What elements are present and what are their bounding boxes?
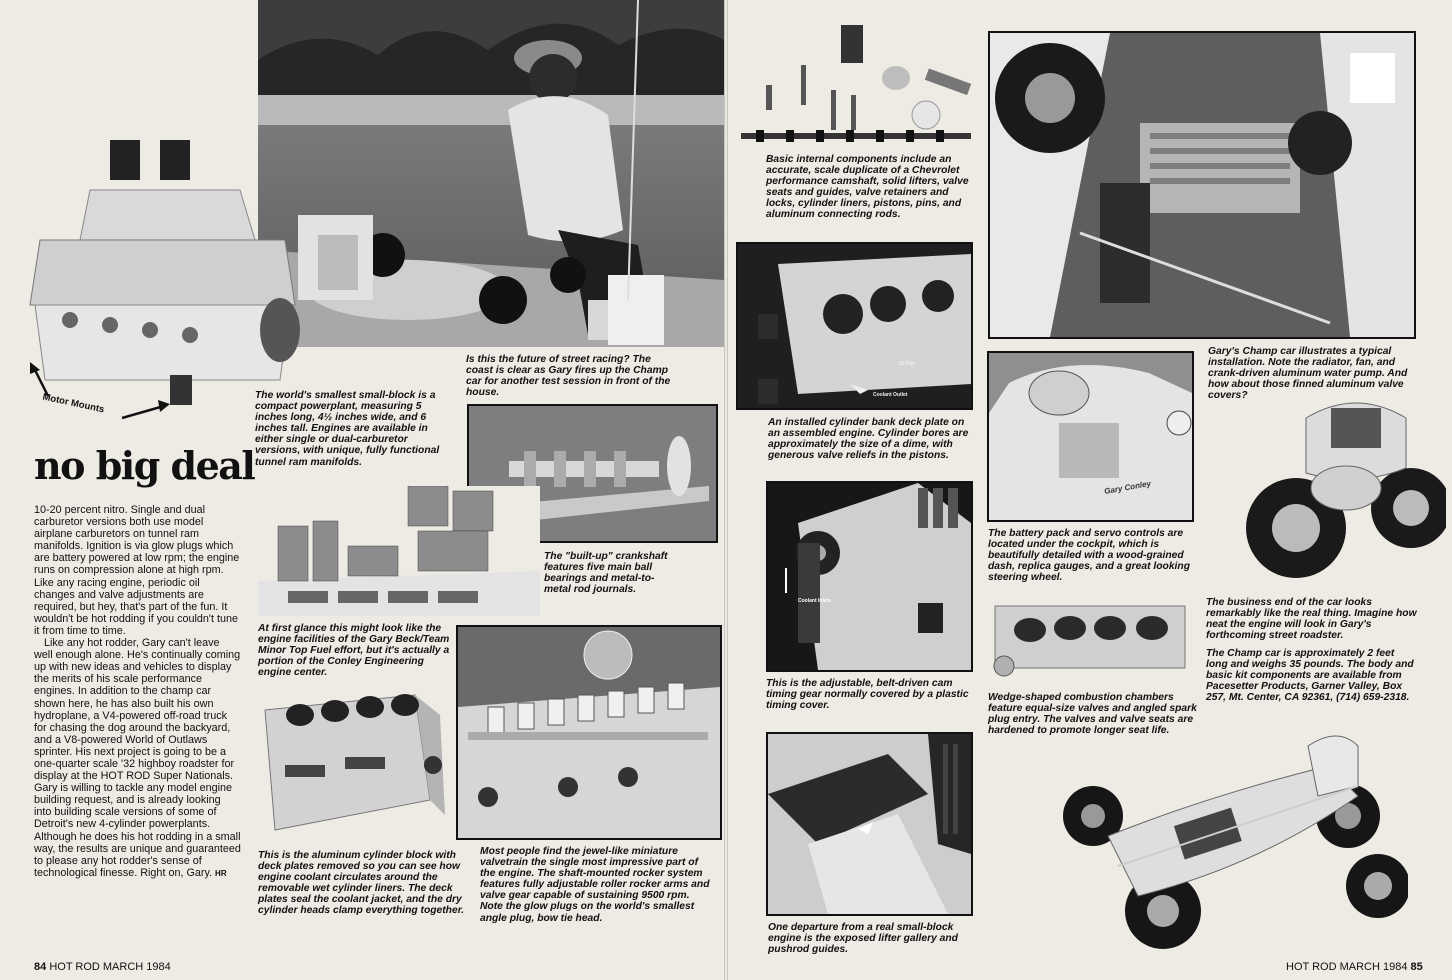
right-folio (1286, 961, 1423, 973)
business-end-photo (1236, 378, 1446, 588)
motor-mounts-label: Motor Mounts (41, 391, 106, 416)
left-folio (34, 961, 171, 973)
right-page-number: 85 (1410, 961, 1423, 973)
coolant-inlets-label: Coolant Inlets (798, 598, 832, 604)
left-folio-text: HOT ROD MARCH 1984 (49, 961, 171, 973)
article-body (34, 504, 241, 880)
caption-champ-install: Gary's Champ car illustrates a typical installation. Note the radiator, fan, and crank-driven aluminum water pump. And how about those finned aluminum valve covers? (1208, 346, 1408, 402)
right-page (728, 0, 1452, 980)
caption-components: Basic internal components include an accurate, scale duplicate of a Chevrolet performance camshaft, solid lifters, valve seats and guides, valve retainers and locks, cylinder liners, pistons, pins, and aluminum connecting rods. (766, 154, 969, 221)
driver-name-label: Gary Conley (1103, 478, 1152, 497)
caption-street: Is this the future of street racing? The coast is clear as Gary fires up the Champ car for another test session in front of the house. (466, 354, 671, 399)
right-folio-text: HOT ROD MARCH 1984 (1286, 961, 1408, 973)
deck-plate-photo (736, 242, 973, 410)
caption-parts: At first glance this might look like the engine facilities of the Gary Beck/Team Minor Top Fuel effort, but it's actually a portion of the Conley Engineering engine center. (258, 623, 450, 679)
champ-car-photo (1058, 726, 1408, 956)
left-page (0, 0, 724, 980)
cylinder-block-photo (255, 685, 450, 845)
body-paragraph-2: Like any hot rodder, Gary can't leave well enough alone. He's continually coming up with new ideas and vehicles to display the merits of his scale performance engines. In addition to the champ car shown here, he has also built his own hydroplane, a V4-powered off-road truck for chasing the dog around the backyard, and a V8-powered World of Outlaws sprinter. His next project is going to be a one-quarter scale '32 highboy roadster for display at the HOT ROD Super Nationals. Gary is willing to tackle any model engine building request, and is already looking into building scale versions of some of Detroit's new 4-cylinder powerplants. Although he does his hot rodding in a small way, the results are unique and guaranteed to please any hot rodder's sense of technological finesse. Right on, Gary. HR (34, 637, 241, 879)
coolant-outlet-label: Coolant Outlet (873, 392, 908, 398)
engine-parts-photo (258, 486, 540, 616)
caption-block: This is the aluminum cylinder block with deck plates removed so you can see how engine coolant circulates around the removable wet cylinder liners. The deck plates seal the coolant jacket, and the dry cylinder heads clamp everything together. (258, 850, 465, 917)
caption-kit-info: The Champ car is approximately 2 feet long and weighs 35 pounds. The body and basic kit components are available from Pacesetter Products, Garner Valley, Box 257, Mt. Center, CA 92361, (714) 659-2318. (1206, 648, 1414, 704)
caption-crankshaft: The "built-up" crankshaft features five main ball bearings and metal-to-metal rod journals. (544, 551, 668, 596)
cockpit-photo (987, 351, 1194, 522)
headline: no big deal (34, 443, 255, 488)
signature: HR (215, 868, 227, 878)
street-photo (258, 0, 724, 347)
oil-pan-label: Oil Pan (898, 361, 916, 367)
caption-engine: The world's smallest small-block is a compact powerplant, measuring 5 inches long, 4½ inches wide, and 6 inches tall. Engines are available in either single or dual-carburetor versions, with unique, fully functional tunnel ram manifolds. (255, 390, 440, 468)
internal-components-photo (736, 20, 976, 150)
caption-cam-gear: This is the adjustable, belt-driven cam timing gear normally covered by a plastic timing cover. (766, 678, 969, 712)
caption-wedge: Wedge-shaped combustion chambers feature equal-size valves and angled spark plug entry. The valves and valve seats are hardened to promote longer seat life. (988, 692, 1197, 737)
body-paragraph-1: 10-20 percent nitro. Single and dual carburetor versions both use model airplane carburetors on tunnel ram manifolds. Ignition is via glow plugs which are battery powered at low rpm; the engine runs on compression alone at high rpm. Like any racing engine, periodic oil changes and valve adjustments are required, but hey, that's part of the fun. It wouldn't be hot rodding if you couldn't tune it from time to time. (34, 504, 240, 637)
cam-gear-photo (766, 481, 973, 672)
valvetrain-photo (456, 625, 722, 840)
caption-deck-plate: An installed cylinder bank deck plate on an assembled engine. Cylinder bores are approximately the size of a dime, with generous valve reliefs in the pistons. (768, 417, 969, 462)
champ-install-photo (988, 31, 1416, 339)
wedge-chambers-photo (990, 598, 1192, 678)
caption-cockpit: The battery pack and servo controls are located under the cockpit, which is beautifully detailed with a wood-grained dash, replica gauges, and a great looking steering wheel. (988, 528, 1190, 584)
left-page-number: 84 (34, 961, 47, 973)
arrow-icon (26, 360, 176, 425)
caption-business-end: The business end of the car looks remarkably like the real thing. Imagine how neat the engine will look in Gary's forthcoming street roadster. (1206, 597, 1417, 642)
lifter-gallery-photo (766, 732, 973, 916)
caption-valvetrain: Most people find the jewel-like miniature valvetrain the single most impressive part of the engine. The shaft-mounted rocker system features fully adjustable roller rocker arms and valve gear capable of sustaining 9500 rpm. Note the glow plugs on the world's smallest angle plug, bow tie head. (480, 846, 710, 924)
caption-lifter: One departure from a real small-block engine is the exposed lifter gallery and pushrod guides. (768, 922, 958, 956)
